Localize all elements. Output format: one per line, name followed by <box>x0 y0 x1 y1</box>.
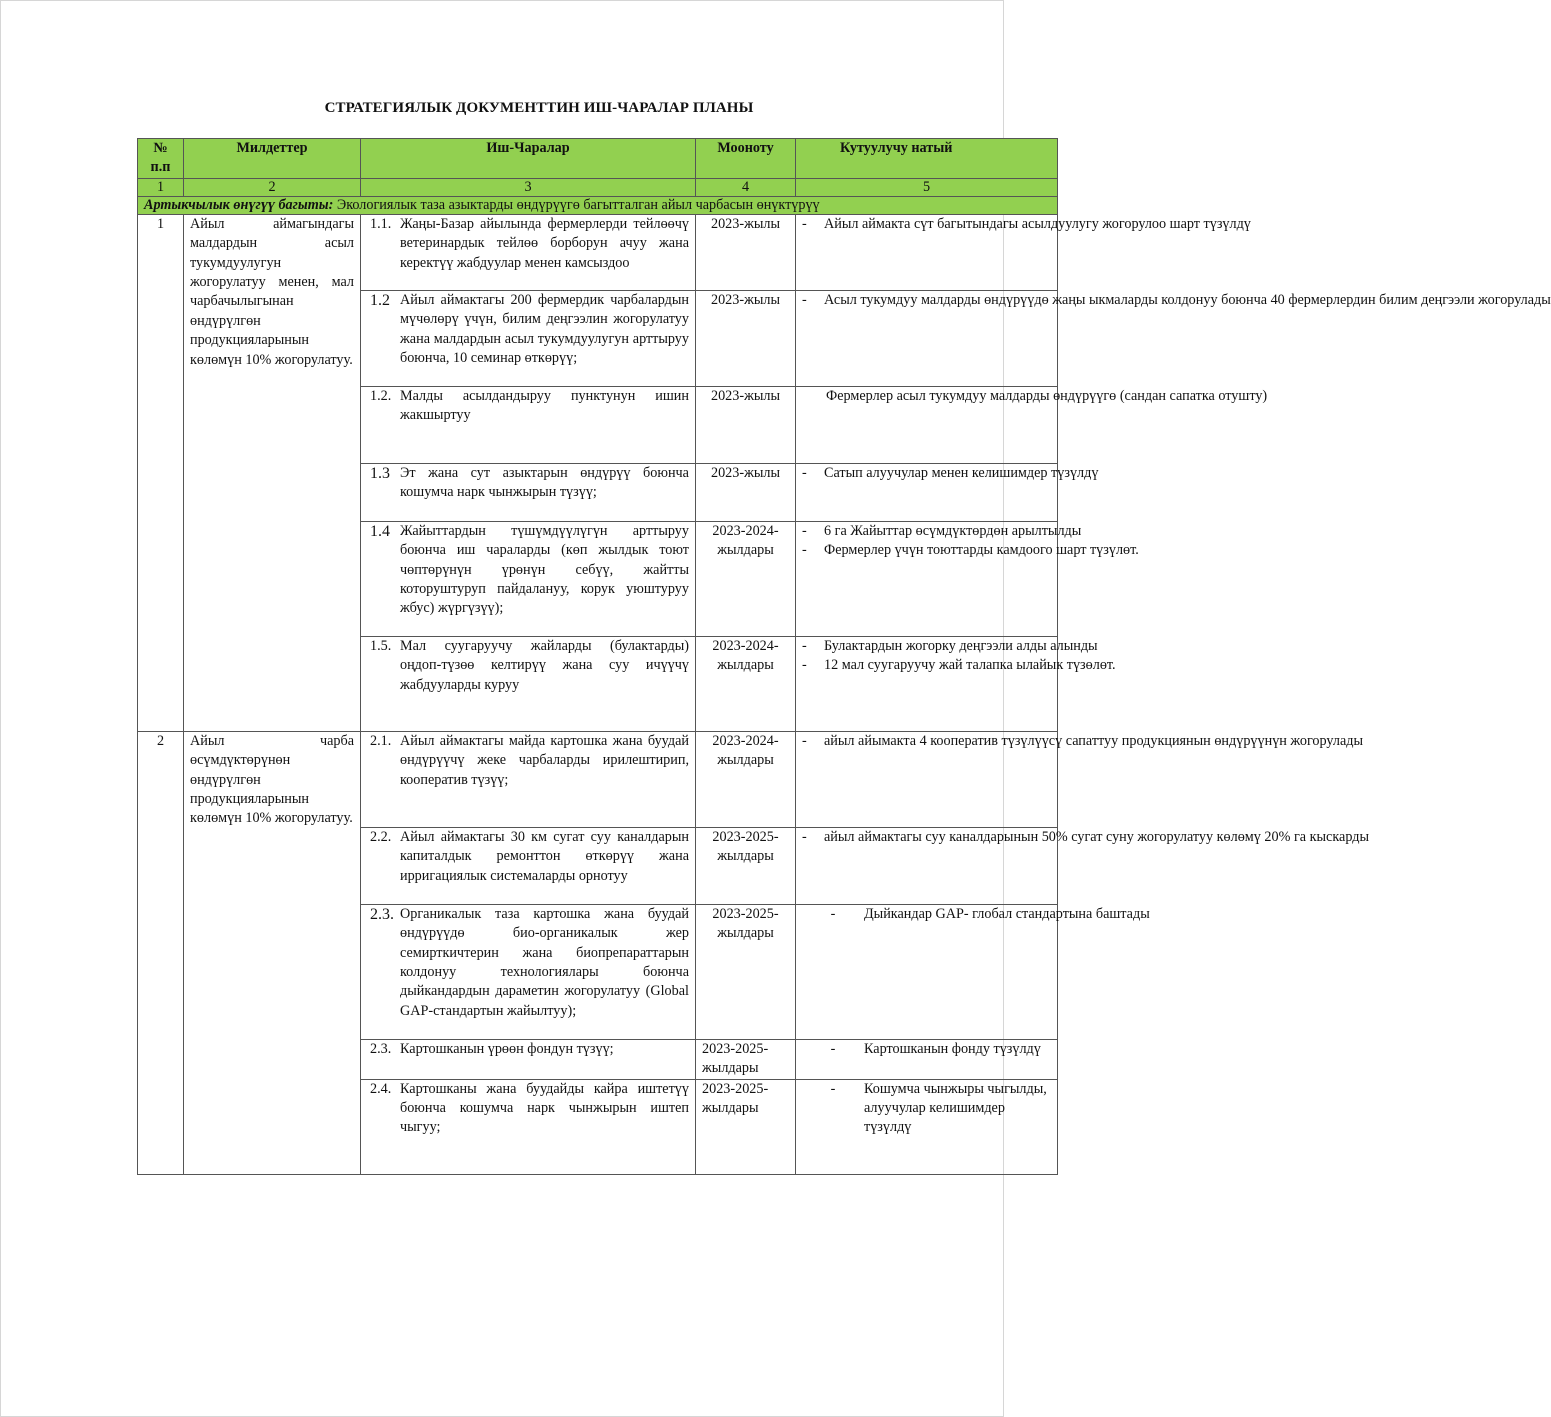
table-row: 2.4. Картошканы жана буудайды кайра иштетүү боюнча кошумча нарк чынжырын иштеп чыгуу; 2023-2025-жылдары - Кошумча чынжыры чыгылды, алуучулар келишимдер түзүлдү <box>138 1079 1058 1174</box>
section-task: Айыл чарба өсүмдүктөрүнөн өндүрүлгөн продукцияларынын көлөмүн 10% жогорулатуу. <box>184 731 361 1174</box>
column-number: 5 <box>796 178 1058 196</box>
priority-direction-text: Экологиялык таза азыктарды өндүрүүгө багытталган айыл чарбасын өнүктүрүү <box>336 196 820 213</box>
table-row: 1.5. Мал суугаруучу жайларды (булактарды) оңдоп-түзөө келтирүү жана суу ичүүчү жабдууларды куруу 2023-2024-жылдары - Булактардын жогорку деңгээли алды алынды - 12 мал суугаруучу жай талапка ылайык түзөлөт. <box>138 636 1058 731</box>
activity-term: 2023-жылы <box>696 290 796 386</box>
activity-result: айыл айымакта 4 кооператив түзүлүүсү сапаттуу продукциянын өндүрүүнүн жогорулады <box>824 732 1364 749</box>
activity-term: 2023-2024-жылдары <box>696 731 796 827</box>
table-row: 2.3. Органикалык таза картошка жана буудай өндүрүүдө био-органикалык жер семирткичтерин жана биопрепараттарын колдонуу технологиялары боюнча дыйкандардын дараметин жогорулатуу (Global GAP-стандартын жайылтуу); 2023-2025-жылдары - Дыйкандар GAP- глобал стандартына баштады <box>138 904 1058 1039</box>
activity-text: Картошканы жана буудайды кайра иштетүү боюнча кошумча нарк чынжырын иштеп чыгуу; <box>400 1080 689 1136</box>
table-row: 2 Айыл чарба өсүмдүктөрүнөн өндүрүлгөн продукцияларынын көлөмүн 10% жогорулатуу. 2.1. Айыл аймактагы майда картошка жана буудай өндүрүүчү жеке чарбаларды ирилештирип, кооператив түзүү; 2023-2024-жылдары - айыл айымакта 4 кооператив түзүлүүсү сапаттуу продукциянын өндүрүүнүн жогорулады <box>138 731 1058 827</box>
header-num: № п.п <box>138 139 184 179</box>
activity-number: 1.4 <box>370 522 390 540</box>
activity-term: 2023-2024-жылдары <box>696 636 796 731</box>
activity-result: Фермерлер үчүн тоюттарды камдоого шарт түзүлөт. <box>824 542 1139 559</box>
activity-text: Картошканын үрөөн фондун түзүү; <box>400 1040 614 1057</box>
activity-number: 2.3. <box>370 1040 392 1057</box>
activity-number: 2.4. <box>370 1080 392 1097</box>
activity-result: Айыл аймакта сүт багытындагы асылдуулугу жогорулоо шарт түзүлдү <box>824 215 1251 232</box>
activity-text: Малды асылдандыруу пунктунун ишин жакшыртуу <box>400 387 689 424</box>
table-row: 1.4 Жайыттардын түшүмдүүлүгүн арттыруу боюнча иш чараларды (көп жылдык тоют чөптөрүнүн үрөнүн себүү, жайтты которуштуруп пайдалануу, корук уюштуруу жбус) жүргүзүү); 2023-2024-жылдары - 6 га Жайыттар өсүмдүктөрдөн арылтылды - Фермерлер үчүн тоюттарды камдоого шарт түзүлөт. <box>138 521 1058 636</box>
header-term: Мооноту <box>696 139 796 179</box>
activity-result: Картошканын фонду түзүлдү <box>864 1040 1041 1057</box>
section-number: 1 <box>138 214 184 731</box>
activity-number: 1.1. <box>370 215 392 232</box>
activity-number: 2.2. <box>370 828 392 845</box>
column-number: 2 <box>184 178 361 196</box>
priority-direction-row <box>138 196 1058 214</box>
table-row: 1.3 Эт жана сут азыктарын өндүрүү боюнча кошумча нарк чынжырын түзүү; 2023-жылы - Сатып алуучулар менен келишимдер түзүлдү <box>138 463 1058 521</box>
document-title: СТРАТЕГИЯЛЫК ДОКУМЕНТТИН ИШ-ЧАРАЛАР ПЛАНЫ <box>324 100 754 116</box>
activity-term: 2023-жылы <box>696 386 796 463</box>
activity-number: 1.2 <box>370 291 390 309</box>
header-activities: Иш-Чаралар <box>361 139 696 179</box>
activity-number: 1.3 <box>370 464 390 482</box>
column-number-row <box>138 178 1058 196</box>
activity-text: Органикалык таза картошка жана буудай өндүрүүдө био-органикалык жер семирткичтерин жана биопрепараттарын колдонуу технологиялары боюнча дыйкандардын дараметин жогорулатуу (Global GAP-стандартын жайылтуу); <box>400 905 689 1019</box>
table-row: 1 Айыл аймагындагы малдардын асыл тукумдуулугун жогорулатуу менен, мал чарбачылыгынан өндүрүлгөн продукцияларынын көлөмүн 10% жогорулатуу. 1.1. Жаңы-Базар айылында фермерлерди тейлөөчү ветеринардык тейлөө борборун ачуу жана керектүү жабдуулар менен камсыздоо 2023-жылы - Айыл аймакта сүт багытындагы асылдуулугу жогорулоо шарт түзүлдү <box>138 214 1058 290</box>
header-results: Кутуулучу натый <box>796 139 1058 179</box>
activity-term: 2023-2025-жылдары <box>696 827 796 904</box>
section-number: 2 <box>138 731 184 1174</box>
activity-text: Жаңы-Базар айылында фермерлерди тейлөөчү ветеринардык тейлөө борборун ачуу жана керектүү жабдуулар менен камсыздоо <box>400 215 689 271</box>
priority-direction-label: Артыкчылык өнүгүү багыты: <box>144 196 334 213</box>
activity-term: 2023-жылы <box>696 463 796 521</box>
activity-result: Кошумча чынжыры чыгылды, алуучулар келишимдер түзүлдү <box>864 1080 1047 1136</box>
activity-result: Дыйкандар GAP- глобал стандартына баштады <box>864 905 1150 922</box>
activity-number: 2.1. <box>370 732 392 749</box>
activity-number: 1.2. <box>370 387 392 404</box>
activity-number: 1.5. <box>370 637 392 654</box>
table-row: 2.3. Картошканын үрөөн фондун түзүү; 2023-2025-жылдары - Картошканын фонду түзүлдү <box>138 1039 1058 1079</box>
activity-text: Айыл аймактагы 30 км сугат суу каналдарын капиталдык ремонттон өткөрүү жана ирригациялык системаларды орнотуу <box>400 828 689 884</box>
table-row: 1.2 Айыл аймактагы 200 фермердик чарбалардын мүчөлөрү үчүн, билим деңгээлин жогорулатуу жана малдардын асыл тукумдуулугун арттыруу боюнча, 10 семинар өткөрүү; 2023-жылы - Асыл тукумдуу малдарды өндүрүүдө жаңы ыкмаларды колдонуу боюнча 40 фермерлердин билим деңгээли жогорулады <box>138 290 1058 386</box>
activity-term: 2023-2025-жылдары <box>696 904 796 1039</box>
activity-term: 2023-2024-жылдары <box>696 521 796 636</box>
activity-term: 2023-2025-жылдары <box>696 1039 796 1079</box>
activity-text: Мал суугаруучу жайларды (булактарды) оңдоп-түзөө келтирүү жана суу ичүүчү жабдууларды куруу <box>400 637 689 693</box>
column-number: 1 <box>138 178 184 196</box>
activity-number: 2.3. <box>370 905 394 923</box>
action-plan-table <box>137 138 1551 1175</box>
activity-result: Фермерлер асыл тукумдуу малдарды өндүрүүгө (сандан сапатка отушту) <box>826 387 1268 404</box>
activity-term: 2023-2025-жылдары <box>696 1079 796 1174</box>
activity-text: Айыл аймактагы майда картошка жана буудай өндүрүүчү жеке чарбаларды ирилештирип, кооператив түзүү; <box>400 732 689 788</box>
activity-text: Жайыттардын түшүмдүүлүгүн арттыруу боюнча иш чараларды (көп жылдык тоют чөптөрүнүн үрөнүн себүү, жайтты которуштуруп пайдалануу, корук уюштуруу жбус) жүргүзүү); <box>400 522 689 617</box>
activity-result: 12 мал суугаруучу жай талапка ылайык түзөлөт. <box>824 657 1116 674</box>
table-row: 2.2. Айыл аймактагы 30 км сугат суу каналдарын капиталдык ремонттон өткөрүү жана ирригациялык системаларды орнотуу 2023-2025-жылдары - айыл аймактагы суу каналдарынын 50% сугат суну жогорулатуу көлөмү 20% га кыскарды <box>138 827 1058 904</box>
activity-text: Айыл аймактагы 200 фермердик чарбалардын мүчөлөрү үчүн, билим деңгээлин жогорулатуу жана малдардын асыл тукумдуулугун арттыруу боюнча, 10 семинар өткөрүү; <box>400 291 689 367</box>
column-number: 3 <box>361 178 696 196</box>
activity-result: 6 га Жайыттар өсүмдүктөрдөн арылтылды <box>824 522 1082 539</box>
activity-text: Эт жана сут азыктарын өндүрүү боюнча кошумча нарк чынжырын түзүү; <box>400 464 689 501</box>
activity-term: 2023-жылы <box>696 214 796 290</box>
activity-result: айыл аймактагы суу каналдарынын 50% сугат суну жогорулатуу көлөмү 20% га кыскарды <box>824 828 1369 845</box>
header-tasks: Милдеттер <box>184 139 361 179</box>
activity-result: Булактардын жогорку деңгээли алды алынды <box>824 637 1098 654</box>
column-number: 4 <box>696 178 796 196</box>
header-row <box>138 139 1058 179</box>
activity-result: Асыл тукумдуу малдарды өндүрүүдө жаңы ыкмаларды колдонуу боюнча 40 фермерлердин билим деңгээли жогорулады <box>824 291 1551 308</box>
activity-result: Сатып алуучулар менен келишимдер түзүлдү <box>824 464 1099 481</box>
section-task: Айыл аймагындагы малдардын асыл тукумдуулугун жогорулатуу менен, мал чарбачылыгынан өндүрүлгөн продукцияларынын көлөмүн 10% жогорулатуу. <box>184 214 361 731</box>
